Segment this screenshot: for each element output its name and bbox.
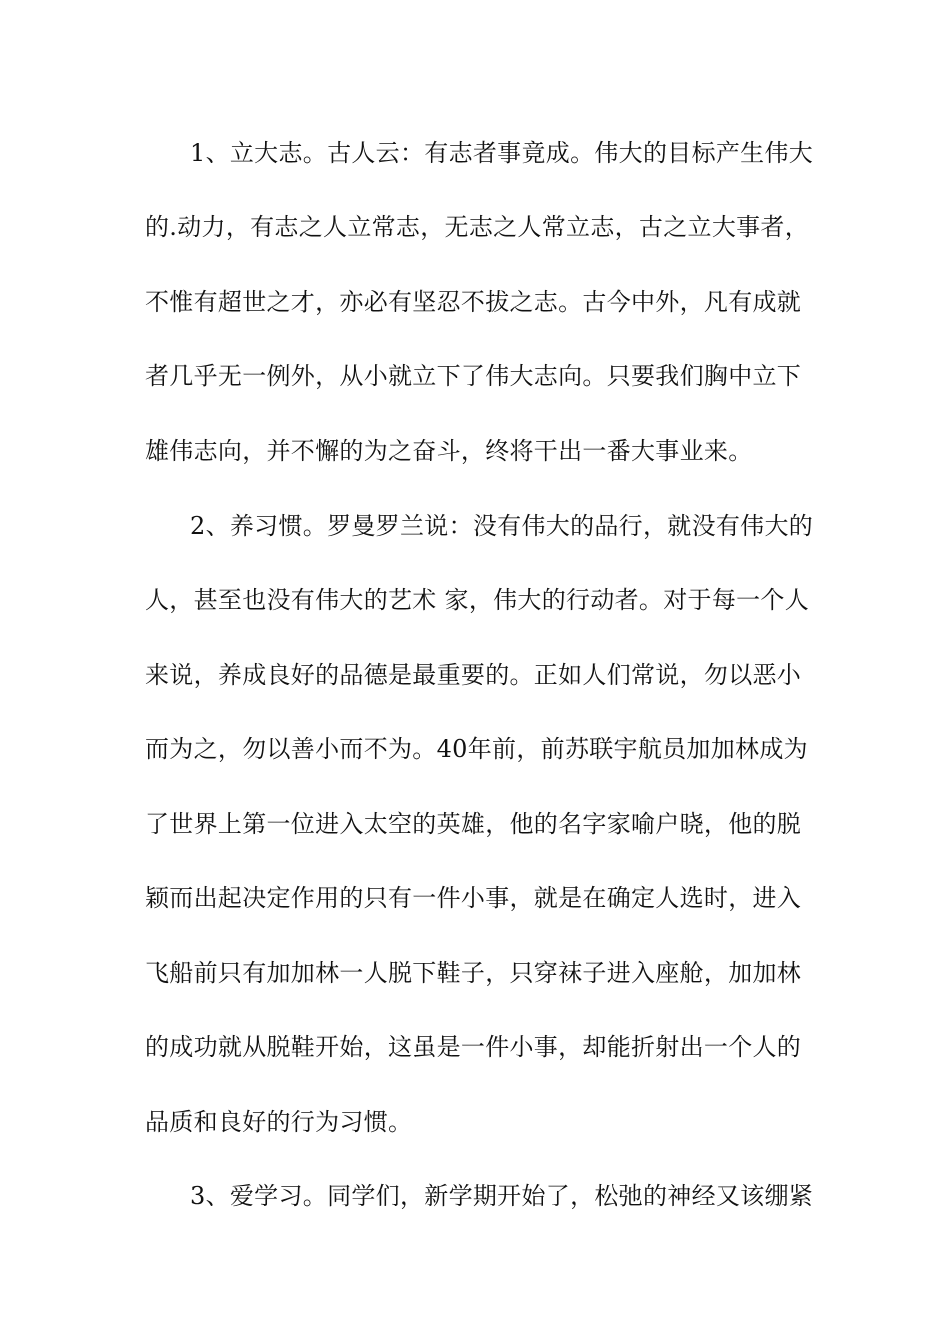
paragraph-1-line-4: 者几乎无一例外，从小就立下了伟大志向。只要我们胸中立下: [145, 362, 802, 390]
paragraph-2-line-8: 的成功就从脱鞋开始，这虽是一件小事，却能折射出一个人的: [145, 1033, 802, 1061]
paragraph-2-line-5: 了世界上第一位进入太空的英雄，他的名字家喻户晓，他的脱: [145, 810, 802, 838]
paragraph-2-line-4: 而为之，勿以善小而不为。40年前，前苏联宇航员加加林成为: [145, 735, 808, 763]
paragraph-2-line-6: 颖而出起决定作用的只有一件小事，就是在确定人选时，进入: [145, 884, 802, 912]
paragraph-1-line-2: 的.动力，有志之人立常志，无志之人常立志，古之立大事者，: [145, 213, 810, 241]
paragraph-2-line-9: 品质和良好的行为习惯。: [145, 1108, 413, 1136]
paragraph-1-line-5: 雄伟志向，并不懈的为之奋斗，终将干出一番大事业来。: [145, 437, 753, 465]
paragraph-2-line-3: 来说，养成良好的品德是最重要的。正如人们常说，勿以恶小: [145, 661, 802, 689]
paragraph-1-line-3: 不惟有超世之才，亦必有坚忍不拔之志。古今中外，凡有成就: [145, 288, 802, 316]
paragraph-2-line-2: 人，甚至也没有伟大的艺术 家，伟大的行动者。对于每一个人: [145, 586, 810, 614]
paragraph-2-line-7: 飞船前只有加加林一人脱下鞋子，只穿袜子进入座舱，加加林: [145, 959, 802, 987]
paragraph-3-line-1: 3、爱学习。同学们，新学期开始了，松弛的神经又该绷紧: [190, 1182, 814, 1210]
paragraph-1-line-1: 1、立大志。古人云：有志者事竟成。伟大的目标产生伟大: [190, 139, 814, 167]
paragraph-2-line-1: 2、养习惯。罗曼罗兰说：没有伟大的品行，就没有伟大的: [190, 512, 814, 540]
